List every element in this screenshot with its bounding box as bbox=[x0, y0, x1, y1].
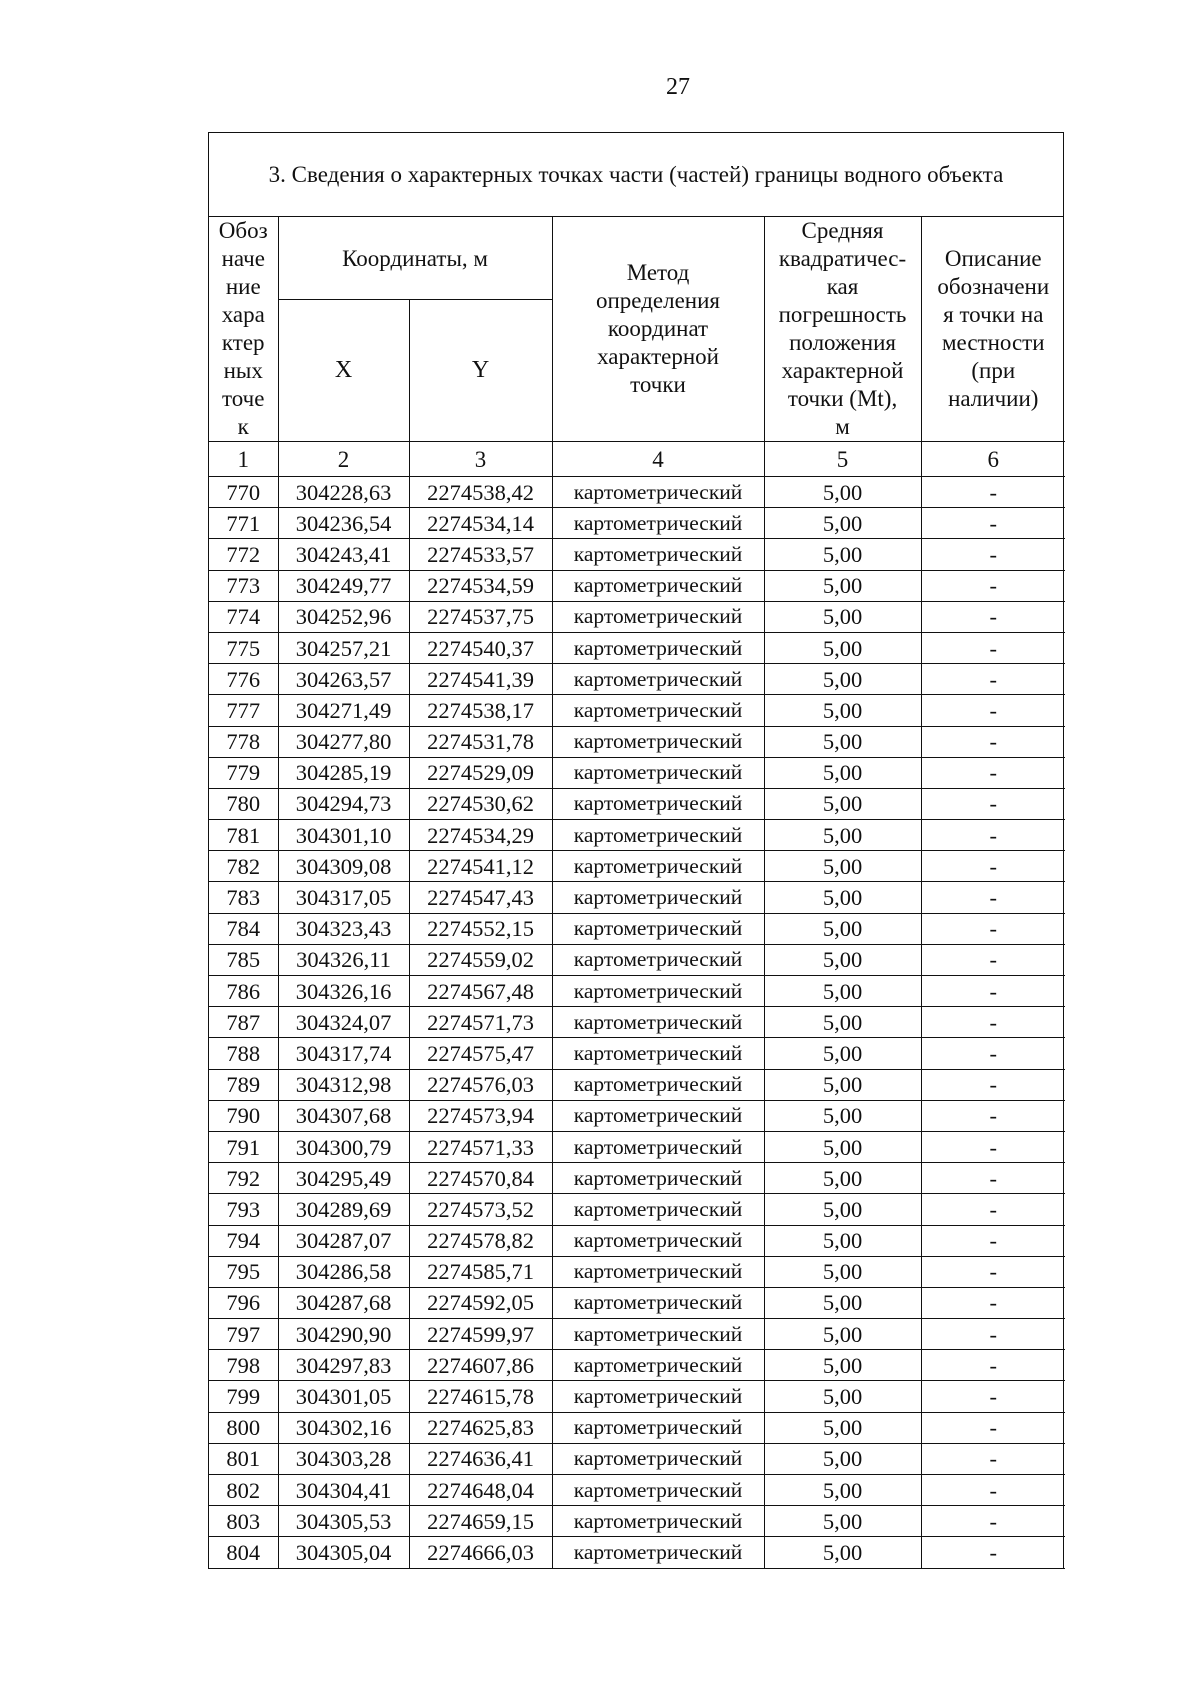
header-line: положения bbox=[789, 330, 896, 355]
x-coordinate-cell: 304317,74 bbox=[278, 1038, 409, 1069]
x-coordinate-cell: 304287,68 bbox=[278, 1287, 409, 1318]
y-coordinate-cell: 2274648,04 bbox=[409, 1475, 552, 1506]
error-cell: 5,00 bbox=[764, 477, 921, 508]
x-coordinate-cell: 304295,49 bbox=[278, 1163, 409, 1194]
header-line: к bbox=[237, 414, 249, 439]
header-line: характерной bbox=[781, 358, 904, 383]
error-cell: 5,00 bbox=[764, 757, 921, 788]
point-number-cell: 779 bbox=[209, 757, 278, 788]
y-coordinate-cell: 2274547,43 bbox=[409, 882, 552, 913]
method-cell: картометрический bbox=[552, 913, 764, 944]
error-cell: 5,00 bbox=[764, 539, 921, 570]
y-coordinate-cell: 2274575,47 bbox=[409, 1038, 552, 1069]
error-cell: 5,00 bbox=[764, 1319, 921, 1350]
y-coordinate-cell: 2274538,42 bbox=[409, 477, 552, 508]
method-cell: картометрический bbox=[552, 1038, 764, 1069]
table-row bbox=[209, 976, 1065, 1007]
header-line: Средняя bbox=[801, 218, 884, 243]
description-cell: - bbox=[921, 1412, 1065, 1443]
x-coordinate-cell: 304309,08 bbox=[278, 851, 409, 882]
column-number: 5 bbox=[764, 442, 921, 477]
header-designation bbox=[209, 217, 278, 442]
description-cell: - bbox=[921, 632, 1065, 663]
header-line: кая bbox=[826, 274, 859, 299]
table-row bbox=[209, 1256, 1065, 1287]
error-cell: 5,00 bbox=[764, 1163, 921, 1194]
header-line: квадратичес- bbox=[778, 246, 907, 271]
error-cell: 5,00 bbox=[764, 913, 921, 944]
error-cell: 5,00 bbox=[764, 1443, 921, 1474]
method-cell: картометрический bbox=[552, 695, 764, 726]
boundary-points-table bbox=[209, 217, 1065, 1569]
header-line: м bbox=[835, 414, 850, 439]
header-error bbox=[764, 217, 921, 442]
point-number-cell: 795 bbox=[209, 1256, 278, 1287]
point-number-cell: 786 bbox=[209, 976, 278, 1007]
y-coordinate-cell: 2274625,83 bbox=[409, 1412, 552, 1443]
point-number-cell: 796 bbox=[209, 1287, 278, 1318]
x-coordinate-cell: 304326,11 bbox=[278, 944, 409, 975]
description-cell: - bbox=[921, 1319, 1065, 1350]
description-cell: - bbox=[921, 508, 1065, 539]
y-coordinate-cell: 2274592,05 bbox=[409, 1287, 552, 1318]
description-cell: - bbox=[921, 1256, 1065, 1287]
point-number-cell: 788 bbox=[209, 1038, 278, 1069]
table-row bbox=[209, 1443, 1065, 1474]
header-x: X bbox=[278, 300, 409, 442]
method-cell: картометрический bbox=[552, 1412, 764, 1443]
header-line: точе bbox=[222, 386, 265, 411]
table-row bbox=[209, 570, 1065, 601]
description-cell: - bbox=[921, 1381, 1065, 1412]
method-cell: картометрический bbox=[552, 1350, 764, 1381]
method-cell: картометрический bbox=[552, 1131, 764, 1162]
header-line: характерной bbox=[597, 344, 719, 369]
y-coordinate-cell: 2274559,02 bbox=[409, 944, 552, 975]
method-cell: картометрический bbox=[552, 1443, 764, 1474]
table-row bbox=[209, 851, 1065, 882]
table-row bbox=[209, 882, 1065, 913]
y-coordinate-cell: 2274573,94 bbox=[409, 1100, 552, 1131]
error-cell: 5,00 bbox=[764, 976, 921, 1007]
table-row bbox=[209, 695, 1065, 726]
description-cell: - bbox=[921, 757, 1065, 788]
description-cell: - bbox=[921, 851, 1065, 882]
y-coordinate-cell: 2274541,12 bbox=[409, 851, 552, 882]
description-cell: - bbox=[921, 539, 1065, 570]
description-cell: - bbox=[921, 726, 1065, 757]
method-cell: картометрический bbox=[552, 851, 764, 882]
header-method bbox=[552, 217, 764, 442]
x-coordinate-cell: 304228,63 bbox=[278, 477, 409, 508]
x-coordinate-cell: 304326,16 bbox=[278, 976, 409, 1007]
header-line: Описание bbox=[944, 246, 1042, 271]
error-cell: 5,00 bbox=[764, 1350, 921, 1381]
table-row bbox=[209, 1069, 1065, 1100]
y-coordinate-cell: 2274534,59 bbox=[409, 570, 552, 601]
y-coordinate-cell: 2274537,75 bbox=[409, 601, 552, 632]
point-number-cell: 778 bbox=[209, 726, 278, 757]
error-cell: 5,00 bbox=[764, 1381, 921, 1412]
header-line: наче bbox=[221, 246, 265, 271]
error-cell: 5,00 bbox=[764, 788, 921, 819]
y-coordinate-cell: 2274552,15 bbox=[409, 913, 552, 944]
description-cell: - bbox=[921, 1350, 1065, 1381]
method-cell: картометрический bbox=[552, 1537, 764, 1568]
description-cell: - bbox=[921, 1038, 1065, 1069]
x-coordinate-cell: 304297,83 bbox=[278, 1350, 409, 1381]
point-number-cell: 787 bbox=[209, 1007, 278, 1038]
x-coordinate-cell: 304289,69 bbox=[278, 1194, 409, 1225]
table-row bbox=[209, 1038, 1065, 1069]
table-row bbox=[209, 1194, 1065, 1225]
description-cell: - bbox=[921, 664, 1065, 695]
error-cell: 5,00 bbox=[764, 1007, 921, 1038]
x-coordinate-cell: 304324,07 bbox=[278, 1007, 409, 1038]
point-number-cell: 800 bbox=[209, 1412, 278, 1443]
method-cell: картометрический bbox=[552, 1475, 764, 1506]
y-coordinate-cell: 2274540,37 bbox=[409, 632, 552, 663]
point-number-cell: 775 bbox=[209, 632, 278, 663]
description-cell: - bbox=[921, 976, 1065, 1007]
description-cell: - bbox=[921, 944, 1065, 975]
table-row bbox=[209, 1287, 1065, 1318]
x-coordinate-cell: 304301,05 bbox=[278, 1381, 409, 1412]
y-coordinate-cell: 2274659,15 bbox=[409, 1506, 552, 1537]
y-coordinate-cell: 2274576,03 bbox=[409, 1069, 552, 1100]
x-coordinate-cell: 304323,43 bbox=[278, 913, 409, 944]
point-number-cell: 792 bbox=[209, 1163, 278, 1194]
error-cell: 5,00 bbox=[764, 726, 921, 757]
y-coordinate-cell: 2274615,78 bbox=[409, 1381, 552, 1412]
description-cell: - bbox=[921, 1475, 1065, 1506]
table-row bbox=[209, 726, 1065, 757]
method-cell: картометрический bbox=[552, 882, 764, 913]
table-row bbox=[209, 664, 1065, 695]
method-cell: картометрический bbox=[552, 1069, 764, 1100]
error-cell: 5,00 bbox=[764, 1069, 921, 1100]
column-number: 3 bbox=[409, 442, 552, 477]
description-cell: - bbox=[921, 1100, 1065, 1131]
description-cell: - bbox=[921, 695, 1065, 726]
point-number-cell: 774 bbox=[209, 601, 278, 632]
method-cell: картометрический bbox=[552, 477, 764, 508]
error-cell: 5,00 bbox=[764, 632, 921, 663]
y-coordinate-cell: 2274571,33 bbox=[409, 1131, 552, 1162]
table-row bbox=[209, 1100, 1065, 1131]
table-row bbox=[209, 508, 1065, 539]
point-number-cell: 776 bbox=[209, 664, 278, 695]
x-coordinate-cell: 304286,58 bbox=[278, 1256, 409, 1287]
header-coordinates: Координаты, м bbox=[278, 217, 552, 300]
table-row bbox=[209, 788, 1065, 819]
description-cell: - bbox=[921, 570, 1065, 601]
error-cell: 5,00 bbox=[764, 695, 921, 726]
point-number-cell: 803 bbox=[209, 1506, 278, 1537]
x-coordinate-cell: 304307,68 bbox=[278, 1100, 409, 1131]
table-row bbox=[209, 1537, 1065, 1568]
description-cell: - bbox=[921, 1007, 1065, 1038]
point-number-cell: 784 bbox=[209, 913, 278, 944]
header-line: я точки на bbox=[943, 302, 1044, 327]
column-number: 6 bbox=[921, 442, 1065, 477]
point-number-cell: 770 bbox=[209, 477, 278, 508]
x-coordinate-cell: 304303,28 bbox=[278, 1443, 409, 1474]
method-cell: картометрический bbox=[552, 1506, 764, 1537]
table-row bbox=[209, 1506, 1065, 1537]
method-cell: картометрический bbox=[552, 976, 764, 1007]
error-cell: 5,00 bbox=[764, 1038, 921, 1069]
description-cell: - bbox=[921, 1443, 1065, 1474]
x-coordinate-cell: 304305,53 bbox=[278, 1506, 409, 1537]
method-cell: картометрический bbox=[552, 539, 764, 570]
method-cell: картометрический bbox=[552, 664, 764, 695]
x-coordinate-cell: 304243,41 bbox=[278, 539, 409, 570]
y-coordinate-cell: 2274534,14 bbox=[409, 508, 552, 539]
x-coordinate-cell: 304249,77 bbox=[278, 570, 409, 601]
method-cell: картометрический bbox=[552, 820, 764, 851]
y-coordinate-cell: 2274530,62 bbox=[409, 788, 552, 819]
method-cell: картометрический bbox=[552, 788, 764, 819]
error-cell: 5,00 bbox=[764, 664, 921, 695]
table-body bbox=[209, 477, 1065, 1569]
x-coordinate-cell: 304287,07 bbox=[278, 1225, 409, 1256]
y-coordinate-cell: 2274607,86 bbox=[409, 1350, 552, 1381]
point-number-cell: 797 bbox=[209, 1319, 278, 1350]
table-row bbox=[209, 1350, 1065, 1381]
x-coordinate-cell: 304252,96 bbox=[278, 601, 409, 632]
point-number-cell: 791 bbox=[209, 1131, 278, 1162]
description-cell: - bbox=[921, 788, 1065, 819]
header-line: погрешность bbox=[778, 302, 907, 327]
table-row bbox=[209, 1163, 1065, 1194]
point-number-cell: 783 bbox=[209, 882, 278, 913]
point-number-cell: 789 bbox=[209, 1069, 278, 1100]
x-coordinate-cell: 304312,98 bbox=[278, 1069, 409, 1100]
x-coordinate-cell: 304302,16 bbox=[278, 1412, 409, 1443]
error-cell: 5,00 bbox=[764, 1412, 921, 1443]
y-coordinate-cell: 2274538,17 bbox=[409, 695, 552, 726]
x-coordinate-cell: 304317,05 bbox=[278, 882, 409, 913]
error-cell: 5,00 bbox=[764, 944, 921, 975]
table-row bbox=[209, 1381, 1065, 1412]
method-cell: картометрический bbox=[552, 944, 764, 975]
header-line: Обоз bbox=[218, 218, 268, 243]
y-coordinate-cell: 2274578,82 bbox=[409, 1225, 552, 1256]
x-coordinate-cell: 304290,90 bbox=[278, 1319, 409, 1350]
x-coordinate-cell: 304236,54 bbox=[278, 508, 409, 539]
error-cell: 5,00 bbox=[764, 820, 921, 851]
x-coordinate-cell: 304263,57 bbox=[278, 664, 409, 695]
method-cell: картометрический bbox=[552, 1163, 764, 1194]
description-cell: - bbox=[921, 477, 1065, 508]
description-cell: - bbox=[921, 1163, 1065, 1194]
boundary-points-table-frame bbox=[208, 132, 1064, 1569]
error-cell: 5,00 bbox=[764, 1506, 921, 1537]
header-line: обозначени bbox=[937, 274, 1050, 299]
point-number-cell: 780 bbox=[209, 788, 278, 819]
header-line: Метод bbox=[626, 260, 690, 285]
table-row bbox=[209, 1412, 1065, 1443]
table-row bbox=[209, 820, 1065, 851]
header-line: ных bbox=[223, 358, 263, 383]
table-row bbox=[209, 913, 1065, 944]
method-cell: картометрический bbox=[552, 757, 764, 788]
point-number-cell: 777 bbox=[209, 695, 278, 726]
header-line: хара bbox=[221, 302, 265, 327]
table-row bbox=[209, 757, 1065, 788]
point-number-cell: 772 bbox=[209, 539, 278, 570]
error-cell: 5,00 bbox=[764, 1194, 921, 1225]
description-cell: - bbox=[921, 1537, 1065, 1568]
description-cell: - bbox=[921, 1225, 1065, 1256]
description-cell: - bbox=[921, 1194, 1065, 1225]
error-cell: 5,00 bbox=[764, 851, 921, 882]
error-cell: 5,00 bbox=[764, 1256, 921, 1287]
table-row bbox=[209, 1131, 1065, 1162]
table-row bbox=[209, 539, 1065, 570]
error-cell: 5,00 bbox=[764, 1537, 921, 1568]
y-coordinate-cell: 2274567,48 bbox=[409, 976, 552, 1007]
point-number-cell: 782 bbox=[209, 851, 278, 882]
error-cell: 5,00 bbox=[764, 1225, 921, 1256]
error-cell: 5,00 bbox=[764, 1100, 921, 1131]
column-number: 2 bbox=[278, 442, 409, 477]
x-coordinate-cell: 304301,10 bbox=[278, 820, 409, 851]
point-number-cell: 799 bbox=[209, 1381, 278, 1412]
method-cell: картометрический bbox=[552, 570, 764, 601]
point-number-cell: 793 bbox=[209, 1194, 278, 1225]
y-coordinate-cell: 2274570,84 bbox=[409, 1163, 552, 1194]
method-cell: картометрический bbox=[552, 632, 764, 663]
header-line: ктер bbox=[221, 330, 265, 355]
point-number-cell: 771 bbox=[209, 508, 278, 539]
point-number-cell: 790 bbox=[209, 1100, 278, 1131]
x-coordinate-cell: 304285,19 bbox=[278, 757, 409, 788]
description-cell: - bbox=[921, 820, 1065, 851]
description-cell: - bbox=[921, 882, 1065, 913]
method-cell: картометрический bbox=[552, 1194, 764, 1225]
header-line: определения bbox=[596, 288, 721, 313]
column-number: 4 bbox=[552, 442, 764, 477]
x-coordinate-cell: 304304,41 bbox=[278, 1475, 409, 1506]
table-row bbox=[209, 477, 1065, 508]
y-coordinate-cell: 2274531,78 bbox=[409, 726, 552, 757]
header-line: (при bbox=[971, 358, 1016, 383]
description-cell: - bbox=[921, 1131, 1065, 1162]
table-row bbox=[209, 601, 1065, 632]
table-row bbox=[209, 1475, 1065, 1506]
description-cell: - bbox=[921, 1287, 1065, 1318]
table-row bbox=[209, 944, 1065, 975]
y-coordinate-cell: 2274534,29 bbox=[409, 820, 552, 851]
table-row bbox=[209, 632, 1065, 663]
y-coordinate-cell: 2274533,57 bbox=[409, 539, 552, 570]
point-number-cell: 802 bbox=[209, 1475, 278, 1506]
error-cell: 5,00 bbox=[764, 570, 921, 601]
y-coordinate-cell: 2274573,52 bbox=[409, 1194, 552, 1225]
header-line: наличии) bbox=[948, 386, 1039, 411]
header-line: местности bbox=[941, 330, 1045, 355]
description-cell: - bbox=[921, 1069, 1065, 1100]
header-y: Y bbox=[409, 300, 552, 442]
point-number-cell: 773 bbox=[209, 570, 278, 601]
error-cell: 5,00 bbox=[764, 601, 921, 632]
table-row bbox=[209, 1319, 1065, 1350]
header-line: точки (Mt), bbox=[787, 386, 898, 411]
section-title: 3. Сведения о характерных точках части (частей) границы водного объекта bbox=[209, 133, 1063, 217]
point-number-cell: 794 bbox=[209, 1225, 278, 1256]
column-number-row bbox=[209, 442, 1065, 477]
method-cell: картометрический bbox=[552, 508, 764, 539]
table-row bbox=[209, 1007, 1065, 1038]
x-coordinate-cell: 304294,73 bbox=[278, 788, 409, 819]
method-cell: картометрический bbox=[552, 1256, 764, 1287]
x-coordinate-cell: 304305,04 bbox=[278, 1537, 409, 1568]
x-coordinate-cell: 304271,49 bbox=[278, 695, 409, 726]
method-cell: картометрический bbox=[552, 1319, 764, 1350]
error-cell: 5,00 bbox=[764, 882, 921, 913]
description-cell: - bbox=[921, 1506, 1065, 1537]
column-number: 1 bbox=[209, 442, 278, 477]
method-cell: картометрический bbox=[552, 1100, 764, 1131]
point-number-cell: 781 bbox=[209, 820, 278, 851]
y-coordinate-cell: 2274529,09 bbox=[409, 757, 552, 788]
method-cell: картометрический bbox=[552, 726, 764, 757]
error-cell: 5,00 bbox=[764, 1287, 921, 1318]
y-coordinate-cell: 2274599,97 bbox=[409, 1319, 552, 1350]
method-cell: картометрический bbox=[552, 1287, 764, 1318]
y-coordinate-cell: 2274666,03 bbox=[409, 1537, 552, 1568]
table-row bbox=[209, 1225, 1065, 1256]
x-coordinate-cell: 304300,79 bbox=[278, 1131, 409, 1162]
y-coordinate-cell: 2274585,71 bbox=[409, 1256, 552, 1287]
y-coordinate-cell: 2274571,73 bbox=[409, 1007, 552, 1038]
point-number-cell: 785 bbox=[209, 944, 278, 975]
error-cell: 5,00 bbox=[764, 1131, 921, 1162]
page-number: 27 bbox=[666, 74, 690, 100]
method-cell: картометрический bbox=[552, 601, 764, 632]
y-coordinate-cell: 2274636,41 bbox=[409, 1443, 552, 1474]
header-line: ние bbox=[225, 274, 261, 299]
header-line: точки bbox=[630, 372, 686, 397]
point-number-cell: 804 bbox=[209, 1537, 278, 1568]
method-cell: картометрический bbox=[552, 1225, 764, 1256]
x-coordinate-cell: 304257,21 bbox=[278, 632, 409, 663]
point-number-cell: 801 bbox=[209, 1443, 278, 1474]
description-cell: - bbox=[921, 913, 1065, 944]
method-cell: картометрический bbox=[552, 1007, 764, 1038]
error-cell: 5,00 bbox=[764, 508, 921, 539]
method-cell: картометрический bbox=[552, 1381, 764, 1412]
description-cell: - bbox=[921, 601, 1065, 632]
point-number-cell: 798 bbox=[209, 1350, 278, 1381]
header-line: координат bbox=[607, 316, 709, 341]
header-description bbox=[921, 217, 1065, 442]
error-cell: 5,00 bbox=[764, 1475, 921, 1506]
y-coordinate-cell: 2274541,39 bbox=[409, 664, 552, 695]
x-coordinate-cell: 304277,80 bbox=[278, 726, 409, 757]
